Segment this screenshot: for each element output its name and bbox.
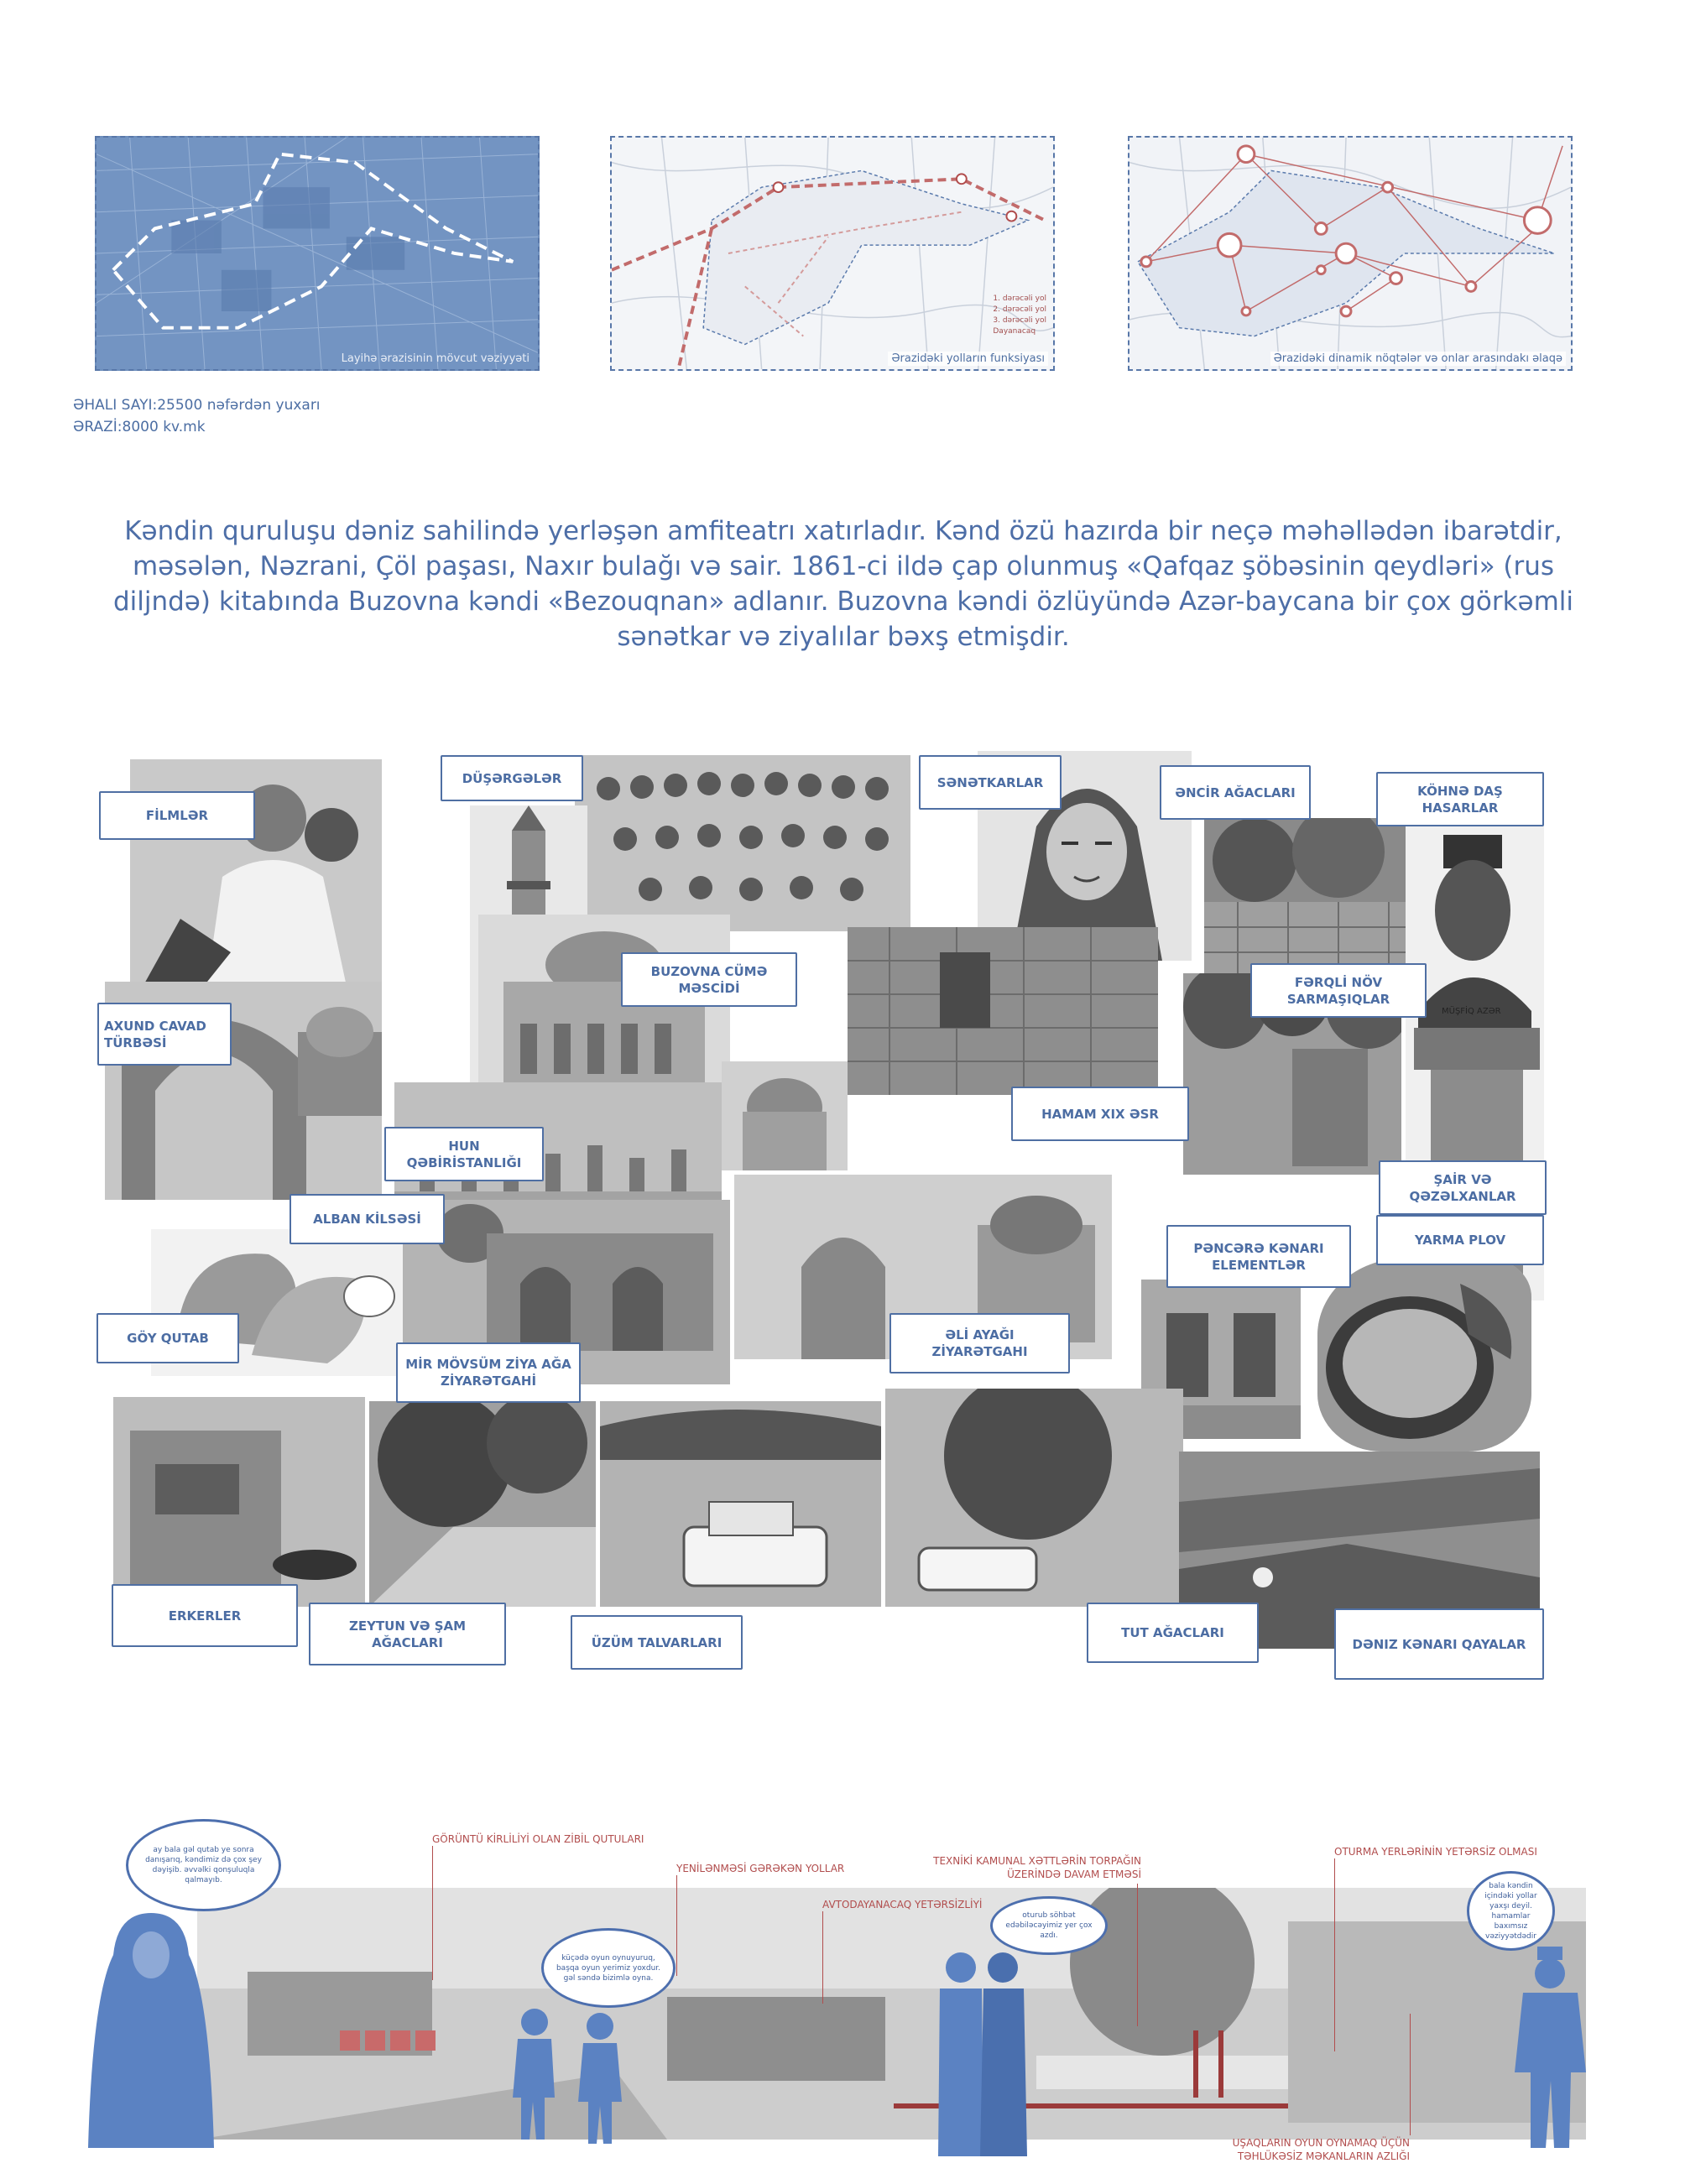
olive-pine-image [369, 1401, 596, 1607]
fig-trees-photo [1204, 818, 1414, 986]
label-yarma-plov: YARMA PLOV [1376, 1215, 1544, 1265]
dynamic-nodes-map-image [1129, 138, 1571, 369]
note-seating-line [1334, 1858, 1335, 2051]
fig-trees-image [1204, 818, 1414, 986]
speech-bubble-children: küçədə oyun oynuyuruq, başqa oyun yerimiz yoxdur. gəl səndə bizimlə oyna. [541, 1928, 676, 2008]
bay-window-image [113, 1397, 365, 1607]
label-window-elements: PƏNCƏRƏ KƏNARI ELEMENTLƏR [1166, 1225, 1351, 1288]
existing-state-map [95, 136, 540, 371]
road-function-map [610, 136, 1055, 371]
street-analysis-strip [197, 1888, 1586, 2140]
bathhouse-photo [848, 927, 1158, 1095]
note-parking-line [822, 1911, 823, 2004]
label-juma-mosque: BUZOVNA CÜMƏ MƏSCİDİ [621, 952, 797, 1007]
grape-trellis-image [600, 1401, 881, 1607]
population-stat: ƏHALI SAYI:25500 nəfərdən yuxarı [73, 397, 321, 414]
legend-item-second-degree: 2. dərəcəli yol [993, 305, 1046, 314]
dynamic-nodes-map [1128, 136, 1573, 371]
speech-bubble-elder-woman: ay bala gəl qutab ye sonra danışarıq, kəndimiz də çox şey dəyişib. əvvəlki qonşuluqla qalmayıb. [126, 1819, 281, 1911]
label-fig-trees: ƏNCİR AĞACLARI [1160, 765, 1311, 820]
road-legend [993, 294, 1046, 337]
label-mir-movsum-shrine: MİR MÖVSÜM ZİYA AĞA ZİYARƏTGAHİ [396, 1342, 581, 1403]
road-function-map-image [612, 138, 1053, 369]
note-utility-lines-line [1137, 1884, 1138, 2026]
bay-window-photo [113, 1397, 365, 1607]
street-analysis-image [197, 1888, 1586, 2140]
note-parking: AVTODAYANACAQ YETƏRSİZLİYİ [822, 1899, 983, 1910]
label-films: FİLMLƏR [99, 791, 255, 840]
label-olive-pine-trees: ZEYTUN VƏ ŞAM AĞACLARI [309, 1603, 506, 1665]
label-grape-trellises: ÜZÜM TALVARLARI [571, 1615, 743, 1670]
speech-bubble-elder-man: bala kəndin içindəki yollar yaxşı deyil. hamamlar baxımsız vəziyyətdədir [1467, 1871, 1555, 1951]
mulberry-trees-photo [885, 1389, 1183, 1607]
label-ali-ayagi-shrine: ƏLİ AYAĞI ZİYARƏTGAHI [889, 1313, 1070, 1373]
note-children-play: UŞAQLARIN OYUN OYNAMAQ ÜÇÜN TƏHLÜKƏSİZ MƏKANLARIN AZLIĞI [1232, 2137, 1410, 2162]
mulberry-trees-image [885, 1389, 1183, 1607]
note-roads: YENİLƏNMƏSİ GƏRƏKƏN YOLLAR [676, 1863, 845, 1874]
dynamic-nodes-caption: Ərazidəki dinamik nöqtələr və onlar arasındakı əlaqə [1270, 352, 1566, 366]
note-roads-line [676, 1875, 677, 1976]
label-hun-cemetery: HUN QƏBİRİSTANLIĞI [384, 1127, 544, 1181]
label-bathhouse: HAMAM XIX ƏSR [1011, 1087, 1189, 1141]
camp-group-photo [575, 755, 910, 931]
existing-state-caption: Layihə ərazisinin mövcut vəziyyəti [341, 352, 529, 365]
grape-trellis-photo [600, 1401, 881, 1607]
note-children-play-line [1410, 2014, 1411, 2135]
couple-figure [931, 1947, 1032, 2156]
label-sea-rocks: DƏNIZ KƏNARI QAYALAR [1334, 1608, 1544, 1680]
label-bay-windows: ERKERLER [112, 1584, 298, 1647]
road-function-caption: Ərazidəki yolların funksiyası [888, 352, 1048, 366]
label-goy-qutab: GÖY QUTAB [97, 1313, 239, 1363]
label-akhund-tomb: AXUND CAVAD TÜRBƏSİ [97, 1003, 232, 1066]
elder-man-figure [1510, 1947, 1590, 2148]
note-seating: OTURMA YERLƏRİNİN YETƏRSİZ OLMASI [1334, 1846, 1537, 1858]
note-garbage-bins-line [432, 1846, 433, 1980]
label-old-stone-walls: KÖHNƏ DAŞ HASARLAR [1376, 772, 1544, 826]
note-garbage-bins: GÖRÜNTÜ KİRLİLİYİ OLAN ZİBİL QUTULARI [432, 1833, 644, 1845]
label-camps: DÜŞƏRGƏLƏR [441, 755, 583, 801]
site-stats [73, 394, 321, 438]
camp-group-image [575, 755, 910, 931]
elder-woman-figure [84, 1905, 218, 2148]
shrine-dome-photo [722, 1061, 848, 1170]
speech-bubble-couple: oturub söhbət edəbiləcəyimiz yer çox azdı. [990, 1896, 1108, 1955]
bathhouse-image [848, 927, 1158, 1095]
label-mulberry-trees: TUT AĞACLARI [1087, 1603, 1259, 1663]
area-stat: ƏRAZİ:8000 kv.mk [73, 419, 206, 435]
child-figure-1 [508, 2005, 558, 2140]
label-albanian-church: ALBAN KİLSƏSİ [290, 1194, 445, 1244]
label-poets: ŞAİR VƏ QƏZƏLXANLAR [1379, 1160, 1547, 1215]
legend-item-parking: Dayanacaq [993, 327, 1036, 336]
intro-paragraph: Kəndin quruluşu dəniz sahilində yerləşən amfiteatrı xatırladır. Kənd özü hazırda bir neçə məhəllədən ibarətdir, məsələn, Nəzrani, Çöl paşası, Naxır bulağı və sair. 1861-ci ildə çap olunmuş «Qafqaz şöbəsinin qeydləri» (rus diljndə) kitabında Buzovna kəndi «Bezouqnan» adlanır. Buzovna kəndi özlüyündə Azər-baycana bir çox görkəmli sənətkar və ziyalılar bəxş etmişdir. [112, 516, 1574, 652]
note-utility-lines: TEXNİKİ KAMUNAL XƏTTLƏRİN TORPAĞIN ÜZERİNDƏ DAVAM ETMƏSİ [933, 1855, 1141, 1880]
olive-pine-trees-photo [369, 1401, 596, 1607]
legend-item-first-degree: 1. dərəcəli yol [993, 295, 1046, 303]
legend-item-third-degree: 3. dərəcəli yol [993, 316, 1046, 325]
label-artists: SƏNƏTKARLAR [919, 755, 1062, 810]
bust-plaque-text: MÜŞFİQ AZƏR [1442, 1007, 1501, 1016]
label-ivy-types: FƏRQLİ NÖV SARMAŞIQLAR [1250, 963, 1427, 1018]
shrine-dome-image [722, 1061, 848, 1170]
child-figure-2 [575, 2009, 625, 2144]
existing-state-map-image [97, 138, 538, 369]
